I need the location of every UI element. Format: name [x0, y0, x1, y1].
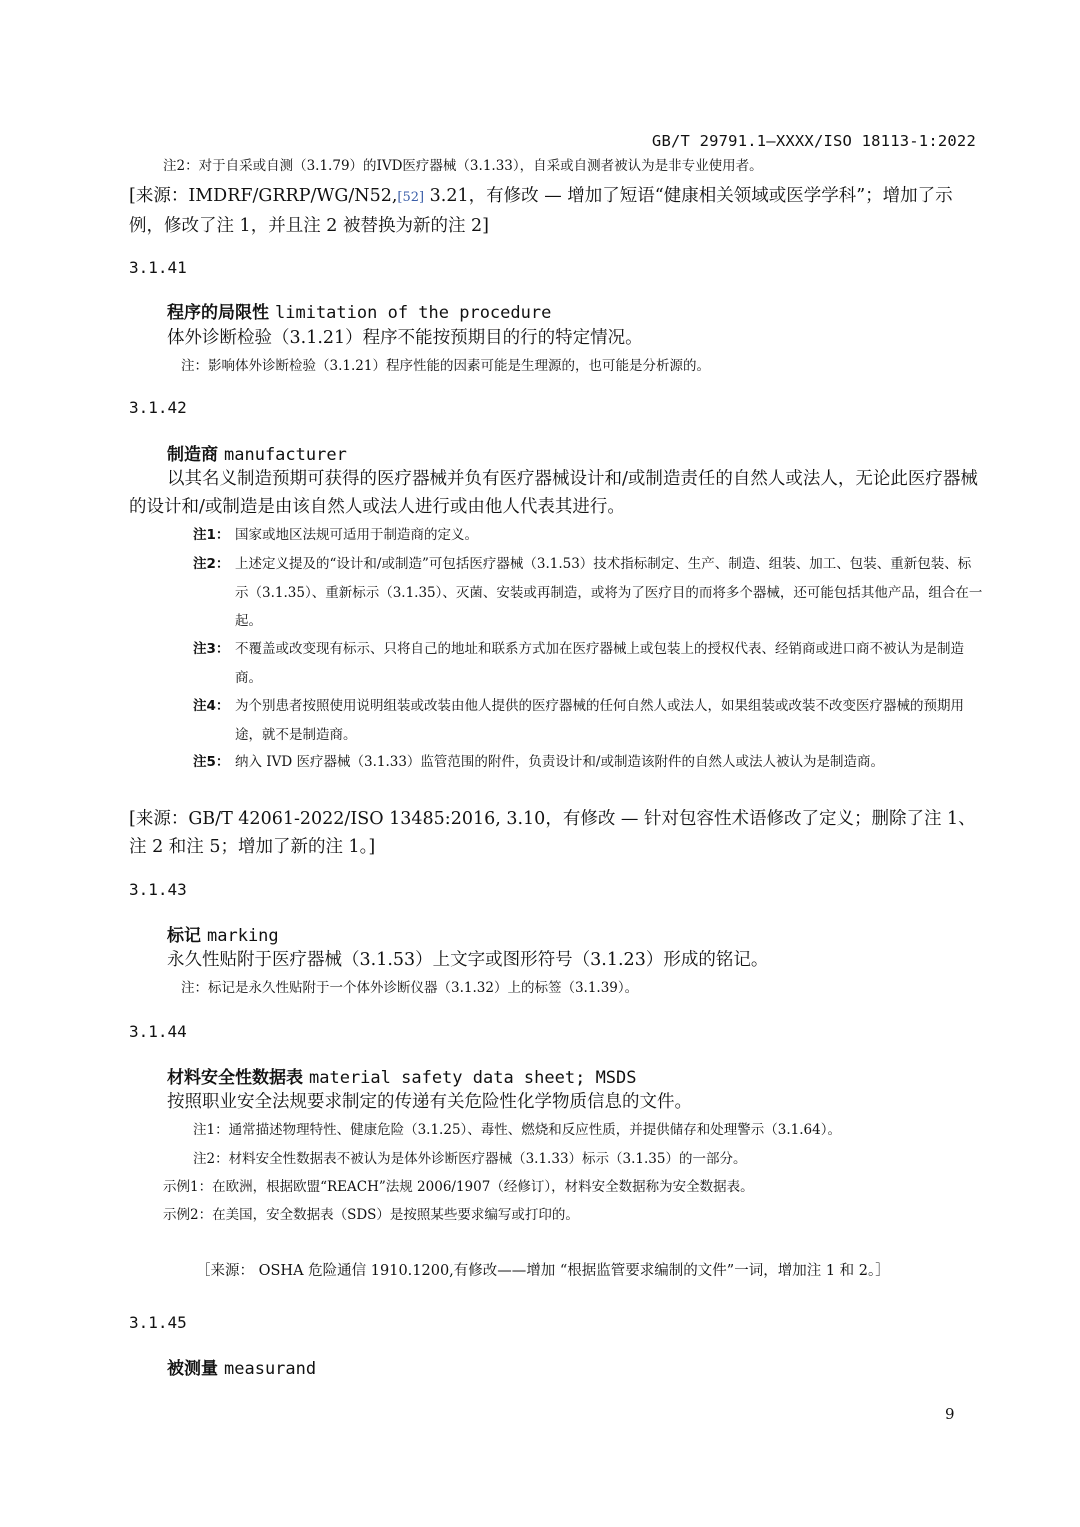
term-zh: 制造商 — [167, 445, 218, 465]
term-heading — [167, 1354, 316, 1379]
note: 注：影响体外诊断检验（3.1.21）程序性能的因素可能是生理源的，也可能是分析源的。 — [181, 358, 710, 374]
usage-note-2: 注2：对于自采或自测（3.1.79）的IVD医疗器械（3.1.33），自采或自测者被认为是非专业使用者。 — [163, 158, 763, 174]
note-2: 注2：材料安全性数据表不被认为是体外诊断医疗器械（3.1.33）标示（3.1.35）的一部分。 — [193, 1151, 747, 1167]
note-label: 注3： — [193, 641, 230, 657]
term-en: marking — [207, 926, 279, 946]
section-number: 3.1.41 — [129, 258, 187, 277]
term-en: limitation of the procedure — [275, 303, 552, 323]
note-label: 注4： — [193, 698, 230, 714]
section-number: 3.1.43 — [129, 880, 187, 899]
example-1: 示例1：在欧洲，根据欧盟“REACH”法规 2006/1907（经修订），材料安全数据称为安全数据表。 — [163, 1179, 754, 1195]
note-1: 注1：通常描述物理特性、健康危险（3.1.25）、毒性、燃烧和反应性质，并提供储存和处理警示（3.1.64）。 — [193, 1122, 841, 1138]
note-label: 注2： — [193, 556, 230, 572]
section-number: 3.1.42 — [129, 398, 187, 417]
note-text: 纳入 IVD 医疗器械（3.1.33）监管范围的附件，负责设计和/或制造该附件的自然人或法人被认为是制造商。 — [235, 754, 884, 770]
source-text-b: 3.21，有修改 — 增加了短语“健康相关领域或医学学科”；增加了示例，修改了注 1，并且注 2 被替换为新的注 2] — [129, 186, 953, 236]
term-en: material safety data sheet; MSDS — [309, 1068, 637, 1088]
source-citation — [129, 182, 984, 240]
term-zh: 程序的局限性 — [167, 303, 269, 323]
term-zh: 被测量 — [167, 1359, 218, 1379]
term-heading — [167, 921, 279, 946]
note-text: 为个别患者按照使用说明组装或改装由他人提供的医疗器械的任何自然人或法人，如果组装或改装不改变医疗器械的预期用途，就不是制造商。 — [235, 698, 964, 743]
term-zh: 材料安全性数据表 — [167, 1068, 303, 1088]
definition: 永久性贴附于医疗器械（3.1.53）上文字或图形符号（3.1.23）形成的铭记。 — [167, 950, 769, 970]
note-2 — [193, 550, 983, 636]
note-3 — [193, 635, 983, 692]
term-heading — [167, 298, 551, 323]
example-2: 示例2：在美国，安全数据表（SDS）是按照某些要求编写或打印的。 — [163, 1207, 579, 1223]
page-number: 9 — [945, 1405, 955, 1423]
note-5 — [193, 748, 983, 777]
source-citation: ［来源： OSHA 危险通信 1910.1200,有修改——增加 “根据监管要求编制的文件”一词，增加注 1 和 2。］ — [196, 1263, 890, 1279]
note-1 — [193, 521, 983, 550]
note: 注：标记是永久性贴附于一个体外诊断仪器（3.1.32）上的标签（3.1.39）。 — [181, 980, 639, 996]
term-zh: 标记 — [167, 926, 201, 946]
source-citation: [来源：GB/T 42061-2022/ISO 13485:2016, 3.10，有修改 — 针对包容性术语修改了定义；删除了注 1、注 2 和注 5；增加了新的注 1。] — [129, 809, 976, 857]
term-en: measurand — [224, 1359, 317, 1379]
term-heading — [167, 440, 347, 465]
standard-code-header: GB/T 29791.1—XXXX/ISO 18113-1:2022 — [651, 132, 976, 150]
note-text: 不覆盖或改变现有标示、只将自己的地址和联系方式加在医疗器械上或包装上的授权代表、经销商或进口商不被认为是制造商。 — [235, 641, 964, 686]
reference-link[interactable]: [52] — [397, 190, 425, 205]
section-number: 3.1.44 — [129, 1022, 187, 1041]
note-label: 注5： — [193, 754, 230, 770]
note-4 — [193, 692, 983, 749]
source-text-a: [来源：IMDRF/GRRP/WG/N52, — [129, 186, 398, 206]
definition: 按照职业安全法规要求制定的传递有关危险性化学物质信息的文件。 — [167, 1092, 692, 1112]
definition: 以其名义制造预期可获得的医疗器械并负有医疗器械设计和/或制造责任的自然人或法人，无论此医疗器械的设计和/或制造是由该自然人或法人进行或由他人代表其进行。 — [129, 469, 978, 517]
term-en: manufacturer — [224, 445, 347, 465]
section-number: 3.1.45 — [129, 1313, 187, 1332]
definition: 体外诊断检验（3.1.21）程序不能按预期目的行的特定情况。 — [167, 328, 643, 348]
note-text: 上述定义提及的“设计和/或制造”可包括医疗器械（3.1.53）技术指标制定、生产、制造、组装、加工、包装、重新包装、标示（3.1.35）、重新标示（3.1.35）、灭菌、安装或再制造，或将为了医疗目的而将多个器械，还可能包括其他产品，组合在一起。 — [235, 556, 983, 629]
note-text: 国家或地区法规可适用于制造商的定义。 — [235, 527, 478, 543]
term-heading — [167, 1063, 637, 1088]
note-label: 注1： — [193, 527, 230, 543]
